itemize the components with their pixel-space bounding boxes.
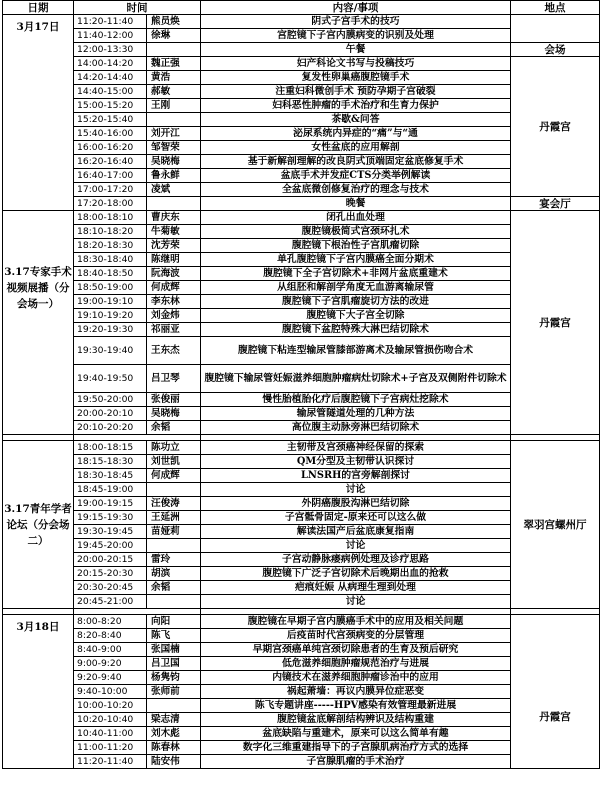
topic-cell: 注重妇科微创手术 预防孕期子宫破裂 [201, 85, 511, 99]
topic-cell: 主韧带及宫颈癌神经保留的探索 [201, 441, 511, 455]
speaker-cell: 张师前 [147, 685, 201, 699]
topic-cell: 早期宫颈癌单纯宫颈切除患者的生育及预后研究 [201, 643, 511, 657]
topic-cell: 子宫动静脉瘘病例处理及诊疗思路 [201, 553, 511, 567]
topic-cell: 盆底缺陷与重建术，原来可以这么简单有趣 [201, 727, 511, 741]
speaker-cell: 阮海波 [147, 267, 201, 281]
topic-cell: 陈飞专题讲座-----HPV感染有效管理最新进展 [201, 699, 511, 713]
speaker-cell: 魏正强 [147, 57, 201, 71]
speaker-cell [147, 197, 201, 211]
topic-cell: 茶歇&问答 [201, 113, 511, 127]
location-cell: 丹霞宫 [511, 211, 600, 435]
time-cell: 8:40-9:00 [74, 643, 147, 657]
time-cell: 11:40-12:00 [74, 29, 147, 43]
time-cell: 18:15-18:30 [74, 455, 147, 469]
speaker-cell: 徐琳 [147, 29, 201, 43]
topic-cell: 腹腔镜在早期子宫内膜癌手术中的应用及相关问题 [201, 615, 511, 629]
topic-cell: 高位腹主动脉旁淋巴结切除术 [201, 421, 511, 435]
table-row [3, 671, 600, 685]
table-row [3, 337, 600, 365]
time-cell: 10:00-10:20 [74, 699, 147, 713]
location-cell [511, 15, 600, 43]
speaker-cell: 牛菊敏 [147, 225, 201, 239]
topic-cell: 祸起萧墙：再议内膜异位症恶变 [201, 685, 511, 699]
table-row [3, 295, 600, 309]
time-cell: 20:00-20:15 [74, 553, 147, 567]
topic-cell: 解读法国产后盆底康复指南 [201, 525, 511, 539]
speaker-cell: 刘世凯 [147, 455, 201, 469]
table-row [3, 309, 600, 323]
speaker-cell: 沈芳荣 [147, 239, 201, 253]
topic-cell: 复发性卵巢癌腹腔镜手术 [201, 71, 511, 85]
header-content: 内容/事项 [201, 1, 511, 15]
time-cell: 19:10-19:20 [74, 309, 147, 323]
table-row [3, 43, 600, 57]
time-cell: 14:40-15:00 [74, 85, 147, 99]
table-row [3, 615, 600, 629]
topic-cell: 从组胚和解剖学角度无血游离输尿管 [201, 281, 511, 295]
speaker-cell: 陈春林 [147, 741, 201, 755]
speaker-cell: 何成辉 [147, 281, 201, 295]
time-cell: 20:00-20:10 [74, 407, 147, 421]
time-cell: 8:00-8:20 [74, 615, 147, 629]
speaker-cell: 陈继明 [147, 253, 201, 267]
topic-cell: 闭孔出血处理 [201, 211, 511, 225]
time-cell: 15:40-16:00 [74, 127, 147, 141]
table-row [3, 657, 600, 671]
time-cell: 17:00-17:20 [74, 183, 147, 197]
speaker-cell: 吴晓梅 [147, 155, 201, 169]
speaker-cell: 张俊丽 [147, 393, 201, 407]
speaker-cell: 向阳 [147, 615, 201, 629]
time-cell: 14:20-14:40 [74, 71, 147, 85]
speaker-cell: 邹智荣 [147, 141, 201, 155]
table-row [3, 497, 600, 511]
time-cell: 16:00-16:20 [74, 141, 147, 155]
speaker-cell: 鲁永鲜 [147, 169, 201, 183]
table-row [3, 567, 600, 581]
time-cell: 19:40-19:50 [74, 365, 147, 393]
table-row [3, 253, 600, 267]
topic-cell: 阴式子宫手术的技巧 [201, 15, 511, 29]
topic-cell: 腹腔镜下全子宫切除术+非网片盆底重建术 [201, 267, 511, 281]
table-row [3, 525, 600, 539]
table-row [3, 469, 600, 483]
table-row [3, 727, 600, 741]
table-row [3, 183, 600, 197]
table-row [3, 113, 600, 127]
time-cell: 11:00-11:20 [74, 741, 147, 755]
speaker-cell: 王东杰 [147, 337, 201, 365]
table-row [3, 713, 600, 727]
topic-cell: 慢性胎植胎化疗后腹腔镜下子宫病灶挖除术 [201, 393, 511, 407]
speaker-cell: 郝敏 [147, 85, 201, 99]
table-row [3, 581, 600, 595]
time-cell: 18:00-18:10 [74, 211, 147, 225]
topic-cell: 泌尿系统内异症的“痛”与“通 [201, 127, 511, 141]
time-cell: 16:20-16:40 [74, 155, 147, 169]
speaker-cell: 汪俊涛 [147, 497, 201, 511]
topic-cell: LNSRH的宫旁解剖探讨 [201, 469, 511, 483]
table-row [3, 365, 600, 393]
time-cell: 16:40-17:00 [74, 169, 147, 183]
table-row [3, 441, 600, 455]
schedule-table [2, 0, 600, 769]
time-cell: 18:00-18:15 [74, 441, 147, 455]
topic-cell: 内镜技术在滋养细胞肿瘤诊治中的应用 [201, 671, 511, 685]
time-cell: 17:20-18:00 [74, 197, 147, 211]
header-time: 时间 [74, 1, 201, 15]
topic-cell: 腹腔镜盆底解剖结构辨识及结构重建 [201, 713, 511, 727]
speaker-cell: 熊员焕 [147, 15, 201, 29]
topic-cell: 子宫骶骨固定-原来还可以这么做 [201, 511, 511, 525]
table-row [3, 141, 600, 155]
time-cell: 9:00-9:20 [74, 657, 147, 671]
table-row [3, 99, 600, 113]
topic-cell: 午餐 [201, 43, 511, 57]
topic-cell: 腹腔镜下输尿管妊娠滋养细胞肿瘤病灶切除术+子宫及双侧附件切除术 [201, 365, 511, 393]
time-cell: 19:45-20:00 [74, 539, 147, 553]
time-cell: 20:15-20:30 [74, 567, 147, 581]
topic-cell: 女性盆底的应用解剖 [201, 141, 511, 155]
table-row [3, 685, 600, 699]
topic-cell: 后疫苗时代宫颈病变的分层管理 [201, 629, 511, 643]
table-row [3, 127, 600, 141]
location-cell: 丹霞宫 [511, 57, 600, 197]
topic-cell: 腹腔镜极简式宫颈环扎术 [201, 225, 511, 239]
topic-cell: 输尿管隧道处理的几种方法 [201, 407, 511, 421]
table-row [3, 421, 600, 435]
speaker-cell: 陆安伟 [147, 755, 201, 769]
time-cell: 14:00-14:20 [74, 57, 147, 71]
time-cell: 12:00-13:30 [74, 43, 147, 57]
speaker-cell: 黄浩 [147, 71, 201, 85]
time-cell: 18:20-18:30 [74, 239, 147, 253]
speaker-cell [147, 43, 201, 57]
speaker-cell [147, 113, 201, 127]
speaker-cell: 何成辉 [147, 469, 201, 483]
section-date: 3月17日 [3, 15, 74, 211]
table-row [3, 57, 600, 71]
speaker-cell: 梁志清 [147, 713, 201, 727]
location-cell: 丹霞宫 [511, 615, 600, 769]
table-row [3, 211, 600, 225]
topic-cell: 妇科恶性肿瘤的手术治疗和生育力保护 [201, 99, 511, 113]
table-row [3, 595, 600, 609]
speaker-cell: 张国楠 [147, 643, 201, 657]
speaker-cell: 陈飞 [147, 629, 201, 643]
topic-cell: 腹腔镜下粘连型输尿管膝部游离术及输尿管损伤吻合术 [201, 337, 511, 365]
time-cell: 18:40-18:50 [74, 267, 147, 281]
table-row [3, 323, 600, 337]
table-row [3, 267, 600, 281]
time-cell: 15:00-15:20 [74, 99, 147, 113]
speaker-cell: 余韬 [147, 581, 201, 595]
header-date: 日期 [3, 1, 74, 15]
table-row [3, 169, 600, 183]
table-row [3, 407, 600, 421]
topic-cell: 妇产科论文书写与投稿技巧 [201, 57, 511, 71]
time-cell: 19:50-20:00 [74, 393, 147, 407]
topic-cell: 腹腔镜下盆腔特殊大淋巴结切除术 [201, 323, 511, 337]
section-date: 3.17青年学者论坛（分会场二） [3, 441, 74, 609]
table-row [3, 755, 600, 769]
topic-cell: 腹腔镜下根治性子宫肌瘤切除 [201, 239, 511, 253]
topic-cell: 讨论 [201, 539, 511, 553]
section-date: 3.17专家手术视频展播（分会场一） [3, 211, 74, 435]
topic-cell: 宫腔镜下子宫内膜病变的识别及处理 [201, 29, 511, 43]
speaker-cell: 祁丽亚 [147, 323, 201, 337]
table-row [3, 225, 600, 239]
table-row [3, 741, 600, 755]
time-cell: 11:20-11:40 [74, 755, 147, 769]
speaker-cell [147, 699, 201, 713]
table-row [3, 15, 600, 29]
speaker-cell [147, 539, 201, 553]
time-cell: 9:20-9:40 [74, 671, 147, 685]
topic-cell: 外阴癌腹股沟淋巴结切除 [201, 497, 511, 511]
table-row [3, 511, 600, 525]
table-row [3, 281, 600, 295]
time-cell: 9:40-10:00 [74, 685, 147, 699]
time-cell: 18:30-18:45 [74, 469, 147, 483]
topic-cell: 子宫腺肌瘤的手术治疗 [201, 755, 511, 769]
topic-cell: 全盆底微创修复治疗的理念与技术 [201, 183, 511, 197]
speaker-cell: 刘木彪 [147, 727, 201, 741]
table-row [3, 239, 600, 253]
table-row [3, 553, 600, 567]
speaker-cell: 曹庆东 [147, 211, 201, 225]
topic-cell: 单孔腹腔镜下子宫内膜癌全面分期术 [201, 253, 511, 267]
time-cell: 18:50-19:00 [74, 281, 147, 295]
table-row [3, 643, 600, 657]
speaker-cell [147, 595, 201, 609]
time-cell: 11:20-11:40 [74, 15, 147, 29]
table-row [3, 155, 600, 169]
topic-cell: 腹腔镜下大子宫全切除 [201, 309, 511, 323]
table-row [3, 393, 600, 407]
table-row [3, 197, 600, 211]
topic-cell: QM分型及主韧带认识探讨 [201, 455, 511, 469]
table-row [3, 699, 600, 713]
speaker-cell: 吕卫国 [147, 657, 201, 671]
speaker-cell: 李东林 [147, 295, 201, 309]
location-cell: 翠羽宫螺州厅 [511, 441, 600, 609]
speaker-cell: 凌斌 [147, 183, 201, 197]
time-cell: 18:45-19:00 [74, 483, 147, 497]
speaker-cell [147, 483, 201, 497]
speaker-cell: 王延洲 [147, 511, 201, 525]
speaker-cell: 吴晓梅 [147, 407, 201, 421]
location-cell: 宴会厅 [511, 197, 600, 211]
speaker-cell: 王刚 [147, 99, 201, 113]
table-row [3, 85, 600, 99]
time-cell: 19:20-19:30 [74, 323, 147, 337]
time-cell: 20:10-20:20 [74, 421, 147, 435]
location-cell: 会场 [511, 43, 600, 57]
section-date: 3月18日 [3, 615, 74, 769]
time-cell: 19:00-19:10 [74, 295, 147, 309]
speaker-cell: 余韬 [147, 421, 201, 435]
speaker-cell: 雷玲 [147, 553, 201, 567]
speaker-cell: 刘金炜 [147, 309, 201, 323]
topic-cell: 数字化三维重建指导下的子宫腺肌病治疗方式的选择 [201, 741, 511, 755]
topic-cell: 腹腔镜下广泛子宫切除术后晚期出血的抢救 [201, 567, 511, 581]
speaker-cell: 胡滨 [147, 567, 201, 581]
topic-cell: 晚餐 [201, 197, 511, 211]
header-row [3, 1, 600, 15]
time-cell: 15:20-15:40 [74, 113, 147, 127]
table-row [3, 71, 600, 85]
time-cell: 19:30-19:45 [74, 525, 147, 539]
topic-cell: 讨论 [201, 483, 511, 497]
time-cell: 20:45-21:00 [74, 595, 147, 609]
topic-cell: 低危滋养细胞肿瘤规范治疗与进展 [201, 657, 511, 671]
speaker-cell: 苗娅莉 [147, 525, 201, 539]
topic-cell: 腹腔镜下子宫肌瘤旋切方法的改进 [201, 295, 511, 309]
time-cell: 19:00-19:15 [74, 497, 147, 511]
topic-cell: 疤痕妊娠 从病理生理到处理 [201, 581, 511, 595]
table-row [3, 539, 600, 553]
time-cell: 19:30-19:40 [74, 337, 147, 365]
table-row [3, 29, 600, 43]
topic-cell: 盆底手术并发症CTS分类举例解读 [201, 169, 511, 183]
speaker-cell: 刘开江 [147, 127, 201, 141]
time-cell: 19:15-19:30 [74, 511, 147, 525]
speaker-cell: 吕卫琴 [147, 365, 201, 393]
speaker-cell: 陈功立 [147, 441, 201, 455]
time-cell: 8:20-8:40 [74, 629, 147, 643]
table-row [3, 483, 600, 497]
time-cell: 10:20-10:40 [74, 713, 147, 727]
time-cell: 18:10-18:20 [74, 225, 147, 239]
header-location: 地点 [511, 1, 600, 15]
table-row [3, 455, 600, 469]
time-cell: 20:30-20:45 [74, 581, 147, 595]
time-cell: 10:40-11:00 [74, 727, 147, 741]
time-cell: 18:30-18:40 [74, 253, 147, 267]
table-row [3, 629, 600, 643]
topic-cell: 基于新解剖理解的改良阴式顶端固定盆底修复手术 [201, 155, 511, 169]
speaker-cell: 杨隽钧 [147, 671, 201, 685]
topic-cell: 讨论 [201, 595, 511, 609]
